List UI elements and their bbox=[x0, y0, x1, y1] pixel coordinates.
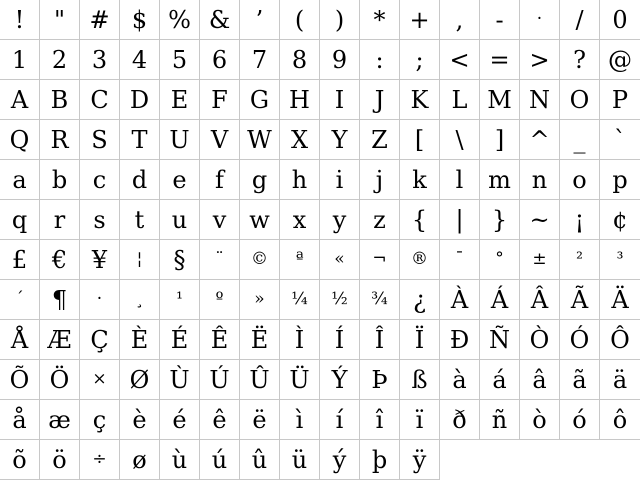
glyph-cell: Ç bbox=[80, 320, 120, 360]
glyph-cell: Þ bbox=[360, 360, 400, 400]
glyph-cell: Ú bbox=[200, 360, 240, 400]
glyph-cell: Ô bbox=[600, 320, 640, 360]
glyph-cell: ä bbox=[600, 360, 640, 400]
glyph-cell: Ê bbox=[200, 320, 240, 360]
glyph-cell: Ý bbox=[320, 360, 360, 400]
glyph-cell: « bbox=[320, 240, 360, 280]
glyph-cell-empty bbox=[440, 440, 480, 480]
glyph-cell: x bbox=[280, 200, 320, 240]
glyph-cell: 9 bbox=[320, 40, 360, 80]
glyph-cell: Õ bbox=[0, 360, 40, 400]
glyph-cell: º bbox=[200, 280, 240, 320]
glyph-cell: O bbox=[560, 80, 600, 120]
glyph-cell: Ì bbox=[280, 320, 320, 360]
glyph-cell: e bbox=[160, 160, 200, 200]
glyph-cell: À bbox=[440, 280, 480, 320]
glyph-cell: 5 bbox=[160, 40, 200, 80]
glyph-cell: ú bbox=[200, 440, 240, 480]
glyph-cell: } bbox=[480, 200, 520, 240]
glyph-cell: Ï bbox=[400, 320, 440, 360]
glyph-cell: s bbox=[80, 200, 120, 240]
glyph-cell-empty bbox=[560, 440, 600, 480]
glyph-cell: é bbox=[160, 400, 200, 440]
glyph-cell: W bbox=[240, 120, 280, 160]
glyph-cell: ? bbox=[560, 40, 600, 80]
glyph-cell: P bbox=[600, 80, 640, 120]
glyph-cell: × bbox=[80, 360, 120, 400]
glyph-cell: É bbox=[160, 320, 200, 360]
glyph-cell: o bbox=[560, 160, 600, 200]
glyph-cell: h bbox=[280, 160, 320, 200]
glyph-cell: u bbox=[160, 200, 200, 240]
glyph-cell: / bbox=[560, 0, 600, 40]
glyph-cell: ) bbox=[320, 0, 360, 40]
glyph-cell: € bbox=[40, 240, 80, 280]
glyph-cell: m bbox=[480, 160, 520, 200]
glyph-cell: _ bbox=[560, 120, 600, 160]
glyph-cell: H bbox=[280, 80, 320, 120]
glyph-cell: d bbox=[120, 160, 160, 200]
glyph-cell: æ bbox=[40, 400, 80, 440]
glyph-cell: ~ bbox=[520, 200, 560, 240]
glyph-cell: ¡ bbox=[560, 200, 600, 240]
glyph-cell: D bbox=[120, 80, 160, 120]
glyph-cell: ß bbox=[400, 360, 440, 400]
glyph-cell: Ó bbox=[560, 320, 600, 360]
glyph-cell: ¸ bbox=[120, 280, 160, 320]
glyph-cell: # bbox=[80, 0, 120, 40]
glyph-cell: © bbox=[240, 240, 280, 280]
glyph-cell: â bbox=[520, 360, 560, 400]
glyph-cell: ] bbox=[480, 120, 520, 160]
glyph-cell: " bbox=[40, 0, 80, 40]
glyph-cell: Ë bbox=[240, 320, 280, 360]
glyph-cell: Z bbox=[360, 120, 400, 160]
glyph-cell: î bbox=[360, 400, 400, 440]
glyph-cell: j bbox=[360, 160, 400, 200]
glyph-cell: i bbox=[320, 160, 360, 200]
glyph-cell: ò bbox=[520, 400, 560, 440]
glyph-cell: ë bbox=[240, 400, 280, 440]
glyph-cell: · bbox=[520, 0, 560, 40]
glyph-cell: ð bbox=[440, 400, 480, 440]
glyph-cell: » bbox=[240, 280, 280, 320]
glyph-cell: £ bbox=[0, 240, 40, 280]
glyph-cell: ° bbox=[480, 240, 520, 280]
glyph-cell: Í bbox=[320, 320, 360, 360]
glyph-cell: c bbox=[80, 160, 120, 200]
glyph-cell: Á bbox=[480, 280, 520, 320]
glyph-cell: û bbox=[240, 440, 280, 480]
glyph-cell: & bbox=[200, 0, 240, 40]
glyph-cell: Ø bbox=[120, 360, 160, 400]
glyph-cell: ^ bbox=[520, 120, 560, 160]
glyph-cell: 6 bbox=[200, 40, 240, 80]
glyph-cell: k bbox=[400, 160, 440, 200]
glyph-cell: , bbox=[440, 0, 480, 40]
glyph-cell: > bbox=[520, 40, 560, 80]
glyph-cell: ; bbox=[400, 40, 440, 80]
glyph-cell: Å bbox=[0, 320, 40, 360]
glyph-cell: Y bbox=[320, 120, 360, 160]
glyph-cell: ¿ bbox=[400, 280, 440, 320]
glyph-cell: ¦ bbox=[120, 240, 160, 280]
glyph-cell: U bbox=[160, 120, 200, 160]
glyph-cell: 0 bbox=[600, 0, 640, 40]
glyph-cell: { bbox=[400, 200, 440, 240]
glyph-cell: Â bbox=[520, 280, 560, 320]
glyph-cell: í bbox=[320, 400, 360, 440]
glyph-cell: ø bbox=[120, 440, 160, 480]
glyph-cell: A bbox=[0, 80, 40, 120]
glyph-cell: n bbox=[520, 160, 560, 200]
glyph-cell: Ü bbox=[280, 360, 320, 400]
glyph-cell: ` bbox=[600, 120, 640, 160]
glyph-cell: ó bbox=[560, 400, 600, 440]
glyph-cell: ñ bbox=[480, 400, 520, 440]
glyph-cell: þ bbox=[360, 440, 400, 480]
glyph-cell: á bbox=[480, 360, 520, 400]
glyph-cell: Ä bbox=[600, 280, 640, 320]
glyph-cell: T bbox=[120, 120, 160, 160]
glyph-cell: b bbox=[40, 160, 80, 200]
glyph-cell: < bbox=[440, 40, 480, 80]
glyph-cell: I bbox=[320, 80, 360, 120]
glyph-cell: C bbox=[80, 80, 120, 120]
glyph-cell: ¥ bbox=[80, 240, 120, 280]
glyph-cell: Ñ bbox=[480, 320, 520, 360]
glyph-cell: ¬ bbox=[360, 240, 400, 280]
glyph-cell: Î bbox=[360, 320, 400, 360]
glyph-cell: ! bbox=[0, 0, 40, 40]
glyph-cell: ÷ bbox=[80, 440, 120, 480]
glyph-cell: y bbox=[320, 200, 360, 240]
glyph-cell: l bbox=[440, 160, 480, 200]
glyph-cell: Ð bbox=[440, 320, 480, 360]
glyph-cell: Æ bbox=[40, 320, 80, 360]
glyph-cell: à bbox=[440, 360, 480, 400]
glyph-cell: Ù bbox=[160, 360, 200, 400]
glyph-cell: 3 bbox=[80, 40, 120, 80]
glyph-cell: % bbox=[160, 0, 200, 40]
glyph-cell: L bbox=[440, 80, 480, 120]
glyph-cell: B bbox=[40, 80, 80, 120]
glyph-cell: ± bbox=[520, 240, 560, 280]
glyph-cell: ï bbox=[400, 400, 440, 440]
glyph-cell: [ bbox=[400, 120, 440, 160]
glyph-cell: ® bbox=[400, 240, 440, 280]
glyph-cell: F bbox=[200, 80, 240, 120]
glyph-cell: V bbox=[200, 120, 240, 160]
glyph-cell: J bbox=[360, 80, 400, 120]
glyph-cell: è bbox=[120, 400, 160, 440]
glyph-cell: ´ bbox=[0, 280, 40, 320]
glyph-cell: Û bbox=[240, 360, 280, 400]
glyph-cell: 4 bbox=[120, 40, 160, 80]
glyph-cell: ³ bbox=[600, 240, 640, 280]
glyph-cell: ê bbox=[200, 400, 240, 440]
glyph-cell: f bbox=[200, 160, 240, 200]
glyph-cell: ª bbox=[280, 240, 320, 280]
glyph-cell: å bbox=[0, 400, 40, 440]
glyph-cell: ì bbox=[280, 400, 320, 440]
glyph-cell: ¢ bbox=[600, 200, 640, 240]
glyph-cell: S bbox=[80, 120, 120, 160]
glyph-cell: + bbox=[400, 0, 440, 40]
glyph-cell: ¨ bbox=[200, 240, 240, 280]
glyph-cell: g bbox=[240, 160, 280, 200]
glyph-cell: 2 bbox=[40, 40, 80, 80]
glyph-cell: : bbox=[360, 40, 400, 80]
glyph-cell: - bbox=[480, 0, 520, 40]
glyph-cell: 8 bbox=[280, 40, 320, 80]
glyph-cell: t bbox=[120, 200, 160, 240]
glyph-cell: M bbox=[480, 80, 520, 120]
glyph-cell: q bbox=[0, 200, 40, 240]
glyph-cell: Q bbox=[0, 120, 40, 160]
glyph-cell: ý bbox=[320, 440, 360, 480]
glyph-cell: Ò bbox=[520, 320, 560, 360]
glyph-cell: ( bbox=[280, 0, 320, 40]
glyph-cell: E bbox=[160, 80, 200, 120]
glyph-cell: v bbox=[200, 200, 240, 240]
glyph-cell: 1 bbox=[0, 40, 40, 80]
glyph-cell: ¹ bbox=[160, 280, 200, 320]
glyph-cell: K bbox=[400, 80, 440, 120]
glyph-cell: ¼ bbox=[280, 280, 320, 320]
glyph-cell: ’ bbox=[240, 0, 280, 40]
glyph-cell: G bbox=[240, 80, 280, 120]
glyph-cell: § bbox=[160, 240, 200, 280]
glyph-cell: ù bbox=[160, 440, 200, 480]
glyph-cell: ö bbox=[40, 440, 80, 480]
glyph-cell: ç bbox=[80, 400, 120, 440]
glyph-cell: ô bbox=[600, 400, 640, 440]
glyph-cell: ¾ bbox=[360, 280, 400, 320]
glyph-cell: · bbox=[80, 280, 120, 320]
glyph-cell: Ã bbox=[560, 280, 600, 320]
glyph-cell: | bbox=[440, 200, 480, 240]
glyph-cell: R bbox=[40, 120, 80, 160]
glyph-cell: @ bbox=[600, 40, 640, 80]
glyph-cell: N bbox=[520, 80, 560, 120]
glyph-cell: $ bbox=[120, 0, 160, 40]
glyph-cell-empty bbox=[600, 440, 640, 480]
glyph-cell-empty bbox=[480, 440, 520, 480]
glyph-cell: z bbox=[360, 200, 400, 240]
glyph-cell: = bbox=[480, 40, 520, 80]
glyph-cell: ÿ bbox=[400, 440, 440, 480]
glyph-cell: * bbox=[360, 0, 400, 40]
glyph-cell: a bbox=[0, 160, 40, 200]
glyph-cell: 7 bbox=[240, 40, 280, 80]
glyph-cell: ¯ bbox=[440, 240, 480, 280]
glyph-cell: õ bbox=[0, 440, 40, 480]
glyph-cell: r bbox=[40, 200, 80, 240]
glyph-cell: w bbox=[240, 200, 280, 240]
glyph-cell-empty bbox=[520, 440, 560, 480]
glyph-cell: Ö bbox=[40, 360, 80, 400]
glyph-cell: ½ bbox=[320, 280, 360, 320]
glyph-cell: p bbox=[600, 160, 640, 200]
glyph-cell: ² bbox=[560, 240, 600, 280]
glyph-cell: ¶ bbox=[40, 280, 80, 320]
glyph-cell: \ bbox=[440, 120, 480, 160]
glyph-cell: X bbox=[280, 120, 320, 160]
glyph-cell: È bbox=[120, 320, 160, 360]
glyph-cell: ü bbox=[280, 440, 320, 480]
glyph-cell: ã bbox=[560, 360, 600, 400]
